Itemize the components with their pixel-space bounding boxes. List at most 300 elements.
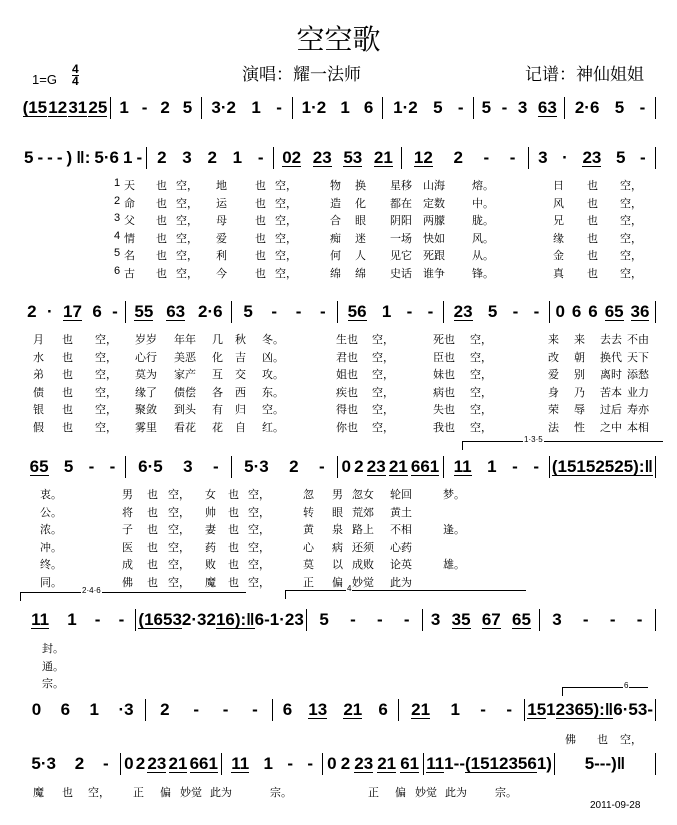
lyric-syllable: 缘 (553, 232, 564, 245)
measure (22, 148, 144, 168)
lyric-syllable: 空， (95, 422, 117, 434)
note-token: - (213, 457, 219, 476)
lyric-syllable: 空， (176, 197, 198, 210)
lyric-syllable: 医 (122, 541, 133, 554)
lyric-syllable: 乃 (574, 386, 585, 399)
lyric-syllable: 空， (95, 369, 117, 382)
note-token: 5 (24, 148, 34, 167)
measure (340, 302, 441, 322)
note-token: - (501, 98, 508, 117)
volta-label: 1·3·5 (524, 435, 543, 444)
lyric-syllable: 心药 (390, 541, 412, 554)
lyric-syllable: 空， (620, 197, 642, 210)
lyric-syllable: 疾也 (336, 386, 358, 399)
note-token: - (636, 610, 643, 629)
lyric-syllable: 也 (62, 787, 73, 799)
lyric-syllable: 姐也 (336, 369, 358, 382)
bar-line (473, 97, 474, 119)
lyric-syllable: 子 (122, 524, 133, 537)
lyric-syllable: 偏 (332, 577, 343, 589)
lyric-syllable: 也 (587, 215, 598, 228)
note-token: 21 (168, 754, 188, 773)
lyric-syllable: 也 (587, 250, 598, 263)
note-token: 11 (453, 457, 472, 476)
note-token: - (307, 754, 313, 773)
bar-line (125, 301, 126, 323)
bar-line (398, 699, 399, 721)
measure (385, 98, 471, 118)
volta-label: 4 (347, 584, 352, 593)
lyric-syllable: 几 (212, 334, 223, 346)
lyric-syllable: 偏 (160, 787, 171, 799)
note-token: 2 (27, 302, 37, 321)
note-token: 5·6 (94, 148, 119, 167)
measure (128, 457, 229, 477)
lyric-syllable: 空， (620, 232, 642, 245)
note-token: 5·3 (31, 754, 56, 773)
note-token: ·5 (622, 700, 638, 719)
note-token: - (609, 610, 616, 629)
measure (426, 754, 552, 774)
lyric-syllable: 女 (205, 489, 216, 501)
lyric-syllable: 也 (228, 506, 239, 519)
lyric-syllable: 也 (597, 734, 608, 746)
lyric-syllable: 来 (574, 334, 585, 346)
note-token: (15 (551, 457, 577, 476)
lyric-syllable: 见它 (390, 250, 412, 263)
note-token: 2·6 (574, 98, 600, 117)
lyric-syllable: 忽女 (352, 489, 374, 501)
note-token: - (136, 148, 143, 167)
measure (149, 148, 271, 168)
note-token: 6 (588, 302, 598, 321)
lyric-syllable: 臣也 (433, 351, 455, 364)
note-token: 63 (166, 302, 186, 321)
lyric-syllable: 你也 (336, 422, 358, 434)
lyric-syllable: 假 (33, 422, 44, 434)
note-token: 2 (207, 148, 217, 167)
note-token: 2 (160, 98, 170, 117)
note-token: - (506, 700, 513, 719)
note-token: 1 (263, 754, 274, 773)
lyric-syllable: 定数 (423, 197, 445, 210)
measure (204, 98, 290, 118)
lyric-syllable: 今 (216, 268, 227, 280)
lyric-syllable: 化 (355, 197, 366, 210)
note-token: 23 (312, 148, 332, 167)
bar-line (120, 753, 121, 775)
note-token: 25 (595, 457, 615, 476)
lyric-syllable: 金 (553, 250, 564, 263)
measure (22, 754, 118, 774)
lyric-syllable: 家产 (174, 369, 196, 382)
note-token: - (141, 98, 148, 117)
volta-bracket (20, 586, 246, 601)
note-token: 3·2 (211, 98, 236, 117)
lyric-syllable: 空， (275, 268, 297, 280)
lyric-syllable: 空， (95, 404, 117, 417)
measure (531, 148, 653, 168)
lyric-syllable: 过后 (600, 404, 622, 417)
note-token: 3 (183, 457, 193, 476)
lyric-syllable: 从。 (472, 250, 494, 263)
note-token: 23 (366, 457, 386, 476)
lyric-syllable: 空， (248, 541, 270, 554)
lyric-syllable: 离时 (600, 369, 622, 382)
note-token: 1 (444, 754, 454, 773)
bar-line (221, 753, 222, 775)
lyric-syllable: 也 (255, 197, 266, 210)
measure (340, 457, 441, 477)
lyric-syllable: 花 (212, 422, 223, 434)
lyric-syllable: 岁岁 (135, 334, 157, 346)
note-token: 53 (162, 610, 182, 629)
note-token: 2 (74, 754, 85, 773)
note-token: - (453, 754, 460, 773)
measure (401, 700, 522, 720)
lyric-syllable: 也 (255, 250, 266, 263)
meter-bottom: 4 (72, 74, 79, 88)
note-token: - (287, 754, 293, 773)
measure (557, 754, 653, 774)
note-token: - (319, 457, 325, 476)
note-token: 5---)‖ (584, 754, 626, 773)
note-token: 0 (341, 457, 351, 476)
lyric-syllable: 痴 (330, 232, 341, 245)
lyric-syllable: 终。 (40, 559, 62, 572)
note-token: 5 (319, 610, 329, 629)
lyric-syllable: 公。 (40, 506, 62, 519)
lyric-syllable: 空， (95, 334, 117, 346)
note-token: 02 (282, 148, 302, 167)
lyric-syllable: 通。 (42, 660, 64, 673)
lyric-syllable: 宗。 (42, 678, 64, 691)
lyric-syllable: 空， (372, 334, 394, 346)
measure (552, 458, 653, 476)
note-token: 12 (48, 98, 68, 117)
lyric-syllable: 妙觉 (180, 787, 202, 799)
lyric-syllable: 空， (176, 232, 198, 245)
lyric-syllable: 有 (212, 404, 223, 417)
lyric-syllable: 空， (470, 404, 492, 417)
measure (309, 610, 420, 630)
lyric-syllable: 也 (62, 334, 73, 346)
note-token: - (271, 302, 278, 321)
lyric-syllable: 熔。 (472, 180, 494, 192)
lyric-syllable: 换代 (600, 351, 622, 364)
lyric-syllable: 胧。 (472, 215, 494, 228)
bar-line (146, 147, 147, 169)
lyric-syllable: 黄 (303, 524, 314, 537)
note-token: 36 (630, 302, 650, 321)
lyric-syllable: 空， (372, 386, 394, 399)
note-token: 23 (582, 148, 602, 167)
lyric-syllable: 天 (124, 180, 135, 192)
lyric-syllable: 妙觉 (415, 787, 437, 799)
lyric-syllable: 也 (147, 506, 158, 519)
note-token: 13 (308, 700, 328, 719)
note-token: - (377, 610, 383, 629)
note-token: · (47, 302, 53, 321)
note-token: - (252, 700, 258, 719)
measure (138, 610, 303, 630)
lyric-syllable: 交 (235, 369, 246, 382)
lyric-syllable: 将 (122, 506, 133, 519)
staff-line (22, 455, 658, 479)
lyric-syllable: 空， (176, 250, 198, 263)
lyric-syllable: 此为 (210, 787, 232, 799)
lyric-syllable: 也 (147, 559, 158, 572)
note-token: - (320, 302, 326, 321)
lyric-syllable: 病 (332, 541, 343, 554)
bar-line (337, 456, 338, 478)
note-token: 1 (546, 700, 556, 719)
note-token: 11 (31, 610, 50, 629)
lyric-syllable: 空， (248, 524, 270, 537)
note-token: 3 (552, 610, 562, 629)
lyric-syllable: 封。 (42, 643, 64, 655)
lyric-syllable: 也 (156, 268, 167, 280)
lyric-syllable: 魔 (33, 787, 44, 799)
note-token: (16 (138, 610, 163, 629)
note-token: 15 (527, 700, 547, 719)
lyric-syllable: 荒郊 (352, 506, 374, 519)
note-token: - (257, 148, 264, 167)
bar-line (337, 301, 338, 323)
measure (446, 302, 547, 322)
note-token: - (533, 457, 540, 476)
lyric-syllable: 各 (212, 386, 223, 399)
note-token: 25 (88, 98, 108, 117)
lyric-syllable: 也 (156, 232, 167, 245)
lyric-syllable: 年年 (174, 334, 196, 346)
note-token: 5 (481, 98, 492, 117)
lyric-syllable: 地 (216, 180, 227, 192)
measure (275, 700, 396, 720)
lyric-syllable: 天下 (627, 351, 649, 364)
bar-line (549, 301, 550, 323)
lyric-syllable: 空， (176, 268, 198, 280)
note-token: - (350, 610, 356, 629)
note-token: 65 (512, 610, 531, 629)
lyric-syllable: 路上 (352, 524, 374, 537)
lyric-syllable: 空， (248, 577, 270, 589)
note-token: 1 (232, 148, 243, 167)
notator-credit: 记谱：神仙姐姐 (525, 65, 644, 84)
note-token: 21 (377, 754, 397, 773)
lyric-syllable: 红。 (262, 422, 284, 434)
lyric-syllable: 情 (124, 232, 135, 245)
note-token: 31 (68, 98, 88, 117)
lyric-syllable: 寿亦 (627, 404, 649, 417)
note-token: 5 (487, 302, 498, 321)
lyric-syllable: 改 (548, 351, 559, 364)
lyric-syllable: 物 (330, 180, 341, 192)
lyric-syllable: 妹也 (433, 369, 455, 382)
note-token: - (582, 610, 589, 629)
lyric-syllable: 空， (470, 422, 492, 434)
note-token: - (480, 700, 486, 719)
note-token: 65 (29, 457, 49, 476)
measure (234, 302, 335, 322)
measure (22, 457, 123, 477)
lyric-syllable: 帅 (205, 506, 216, 519)
bar-line (539, 609, 540, 631)
lyric-syllable: 逢。 (443, 524, 465, 537)
lyric-syllable: 空， (620, 180, 642, 192)
lyric-syllable: 轮回 (390, 489, 412, 501)
lyric-syllable: 正 (368, 787, 379, 799)
lyric-syllable: 爱 (548, 369, 559, 382)
lyric-syllable: 不相 (390, 524, 412, 537)
lyric-syllable: 身 (548, 386, 559, 399)
note-token: 55 (134, 302, 154, 321)
lyric-syllable: 空， (168, 489, 190, 501)
note-token: - (94, 610, 101, 629)
lyric-syllable: 也 (228, 489, 239, 501)
lyric-syllable: 空， (248, 489, 270, 501)
bar-line (655, 147, 656, 169)
staff-line (22, 146, 658, 170)
bar-line (423, 753, 424, 775)
lyric-syllable: 也 (587, 232, 598, 245)
note-token: - (47, 148, 53, 167)
note-token: ) (66, 148, 73, 167)
note-token: 1·2 (393, 98, 418, 117)
lyric-syllable: 法 (548, 422, 559, 434)
lyric-syllable: 月 (33, 334, 44, 346)
lyric-syllable: 莫为 (135, 369, 157, 382)
lyric-syllable: 佛 (565, 734, 576, 746)
lyric-syllable: 空， (176, 215, 198, 228)
note-token: 0 (555, 302, 565, 321)
lyric-syllable: 死跟 (423, 250, 445, 263)
note-token: 1 (122, 148, 133, 167)
note-token: 11 (231, 754, 250, 773)
lyric-syllable: 造 (330, 197, 341, 210)
lyric-syllable: 聚敛 (135, 404, 157, 417)
lyric-syllable: 两朦 (423, 215, 445, 228)
lyric-syllable: 也 (62, 422, 73, 434)
lyric-syllable: 西 (235, 386, 246, 399)
measure (234, 457, 335, 477)
lyric-syllable: 也 (62, 351, 73, 364)
lyric-syllable: 也 (147, 541, 158, 554)
lyric-syllable: 命 (124, 197, 135, 210)
note-token: 1 (450, 700, 460, 719)
lyric-syllable: 空， (470, 386, 492, 399)
lyric-syllable: 利 (216, 250, 227, 263)
note-token: 6 (282, 700, 293, 719)
lyric-syllable: 添愁 (627, 369, 649, 382)
note-token: 6 (571, 302, 582, 321)
lyric-syllable: 2 (114, 194, 121, 207)
lyric-syllable: 也 (147, 524, 158, 537)
note-token: 23 (555, 700, 575, 719)
note-token: 5 (615, 148, 626, 167)
lyric-syllable: 衷。 (40, 489, 62, 501)
lyric-syllable: 正 (303, 577, 314, 589)
bar-line (655, 699, 656, 721)
lyric-syllable: 君也 (336, 351, 358, 364)
note-token: ·3 (118, 700, 134, 719)
lyric-syllable: 秋 (235, 334, 246, 346)
note-token: 0 (31, 700, 42, 719)
measure (22, 700, 143, 720)
bar-line (145, 699, 146, 721)
lyric-syllable: 苦本 (600, 386, 622, 399)
lyric-syllable: 此为 (445, 787, 467, 799)
lyric-syllable: 山海 (423, 180, 445, 192)
note-token: 3 (517, 98, 528, 117)
measure (22, 610, 133, 630)
lyric-syllable: 空， (620, 215, 642, 228)
lyric-syllable: 星移 (390, 180, 412, 192)
lyric-syllable: 一场 (390, 232, 412, 245)
bar-line (272, 699, 273, 721)
lyric-syllable: 男 (122, 489, 133, 501)
note-token: 3 (637, 700, 648, 719)
bar-line (528, 147, 529, 169)
note-token: 0 (327, 754, 337, 773)
lyric-syllable: 泉 (332, 524, 343, 537)
lyric-syllable: 4 (114, 229, 121, 242)
lyric-syllable: 1 (114, 177, 121, 189)
lyric-syllable: 成 (122, 559, 133, 572)
note-token: 12 (413, 148, 433, 167)
staff-line (22, 96, 658, 120)
lyric-syllable: 黄土 (390, 506, 412, 519)
note-token: 1 (119, 98, 129, 117)
song-title: 空空歌 (296, 24, 381, 55)
note-token: 2 (453, 148, 463, 167)
bar-line (554, 753, 555, 775)
meter-top: 4 (72, 62, 79, 76)
lyric-syllable: 阴阳 (390, 215, 412, 228)
note-token: - (483, 148, 490, 167)
lyric-syllable: 妙觉 (352, 577, 374, 589)
bar-line (655, 609, 656, 631)
volta-label: 2·4·6 (82, 586, 101, 595)
measure (552, 302, 653, 322)
time-signature (72, 64, 79, 87)
date: 2011-09-28 (590, 800, 641, 811)
bar-line (655, 97, 656, 119)
note-token: 17 (63, 302, 82, 321)
lyric-syllable: 也 (147, 489, 158, 501)
bar-line (443, 301, 444, 323)
lyric-syllable: 心 (303, 541, 314, 554)
note-token: 6·5 (138, 457, 163, 476)
lyric-syllable: 空， (168, 541, 190, 554)
note-token: 65 (604, 302, 624, 321)
lyric-syllable: 眼 (355, 215, 366, 228)
note-token: 67 (481, 610, 501, 629)
bar-line (322, 753, 323, 775)
note-token: (1512356 (464, 754, 537, 773)
note-token: 6 (363, 98, 374, 117)
measure (22, 302, 123, 322)
note-token: - (37, 148, 44, 167)
note-token: 1 (381, 302, 392, 321)
lyric-syllable: 空， (275, 197, 297, 210)
note-token: - (264, 610, 270, 629)
lyric-syllable: 忽 (303, 489, 314, 501)
lyric-syllable: 看花 (174, 422, 196, 434)
lyric-syllable: 空， (372, 404, 394, 417)
note-token: 5 (614, 98, 625, 117)
lyric-syllable: 都在 (390, 197, 412, 210)
